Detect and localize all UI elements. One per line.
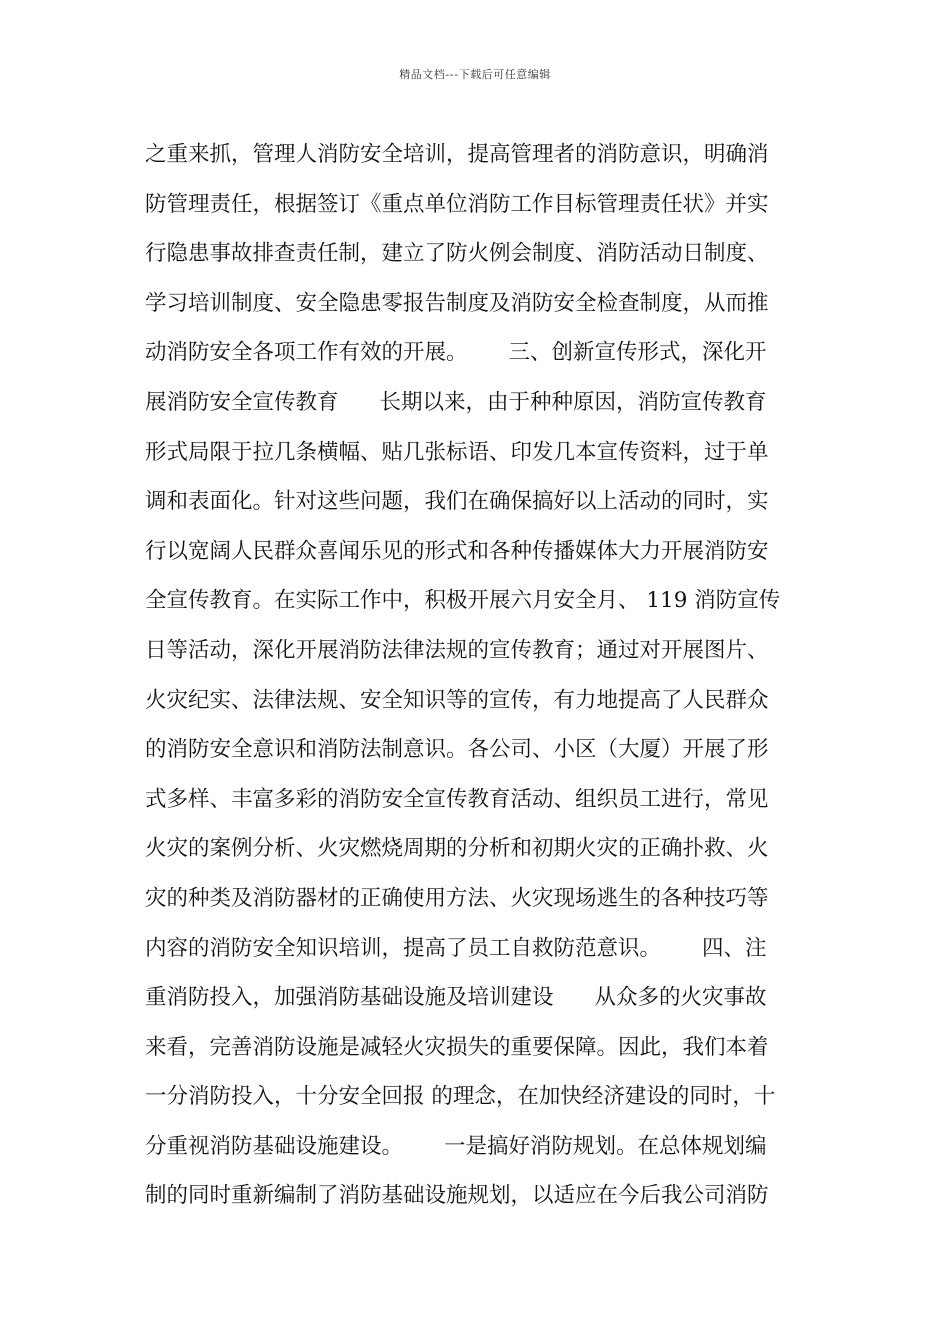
page-header: 精品文档---下载后可任意编辑 <box>399 68 551 81</box>
body-line: 之重来抓，管理人消防安全培训，提高管理者的消防意识，明确消 <box>145 142 769 167</box>
body-line: 调和表面化。针对这些问题，我们在确保搞好以上活动的同时，实 <box>145 489 769 515</box>
body-line: 展消防安全宣传教育 长期以来，由于种种原因，消防宣传教育 <box>145 389 767 415</box>
body-line: 学习培训制度、安全隐患零报告制度及消防安全检查制度，从而推 <box>145 290 769 316</box>
body-line: 来看，完善消防设施是减轻火灾损失的重要保障。因此，我们本着 <box>145 1034 769 1060</box>
body-line: 行隐患事故排查责任制，建立了防火例会制度、消防活动日制度、 <box>145 241 769 267</box>
body-line: 形式局限于拉几条横幅、贴几张标语、印发几本宣传资料，过于单 <box>145 439 769 465</box>
body-line: 日等活动，深化开展消防法律法规的宣传教育；通过对开展图片、 <box>145 637 769 663</box>
body-line: 动消防安全各项工作有效的开展。 三、创新宣传形式，深化开 <box>145 340 767 366</box>
body-line: 重消防投入，加强消防基础设施及培训建设 从众多的火灾事故 <box>145 985 767 1011</box>
body-line: 防管理责任，根据签订《重点单位消防工作目标管理责任状》并实 <box>145 191 769 217</box>
body-line: 内容的消防安全知识培训，提高了员工自救防范意识。 四、注 <box>145 935 767 961</box>
body-line: 的消防安全意识和消防法制意识。各公司、小区（大厦）开展了形 <box>145 737 769 763</box>
body-line: 全宣传教育。在实际工作中，积极开展六月安全月、 119 消防宣传 <box>145 588 781 614</box>
body-line: 一分消防投入，十分安全回报 的理念，在加快经济建设的同时，十 <box>145 1084 776 1110</box>
body-line: 制的同时重新编制了消防基础设施规划，以适应在今后我公司消防 <box>145 1183 769 1209</box>
body-line: 行以宽阔人民群众喜闻乐见的形式和各种传播媒体大力开展消防安 <box>145 538 769 564</box>
body-line: 灾的种类及消防器材的正确使用方法、火灾现场逃生的各种技巧等 <box>145 885 769 911</box>
body-text <box>145 130 815 1221</box>
body-line: 火灾的案例分析、火灾燃烧周期的分析和初期火灾的正确扑救、火 <box>145 836 769 862</box>
body-line: 分重视消防基础设施建设。 一是搞好消防规划。在总体规划编 <box>145 1133 767 1159</box>
body-line: 火灾纪实、法律法规、安全知识等的宣传，有力地提高了人民群众 <box>145 687 769 713</box>
body-line: 式多样、丰富多彩的消防安全宣传教育活动、组织员工进行，常见 <box>145 786 769 812</box>
